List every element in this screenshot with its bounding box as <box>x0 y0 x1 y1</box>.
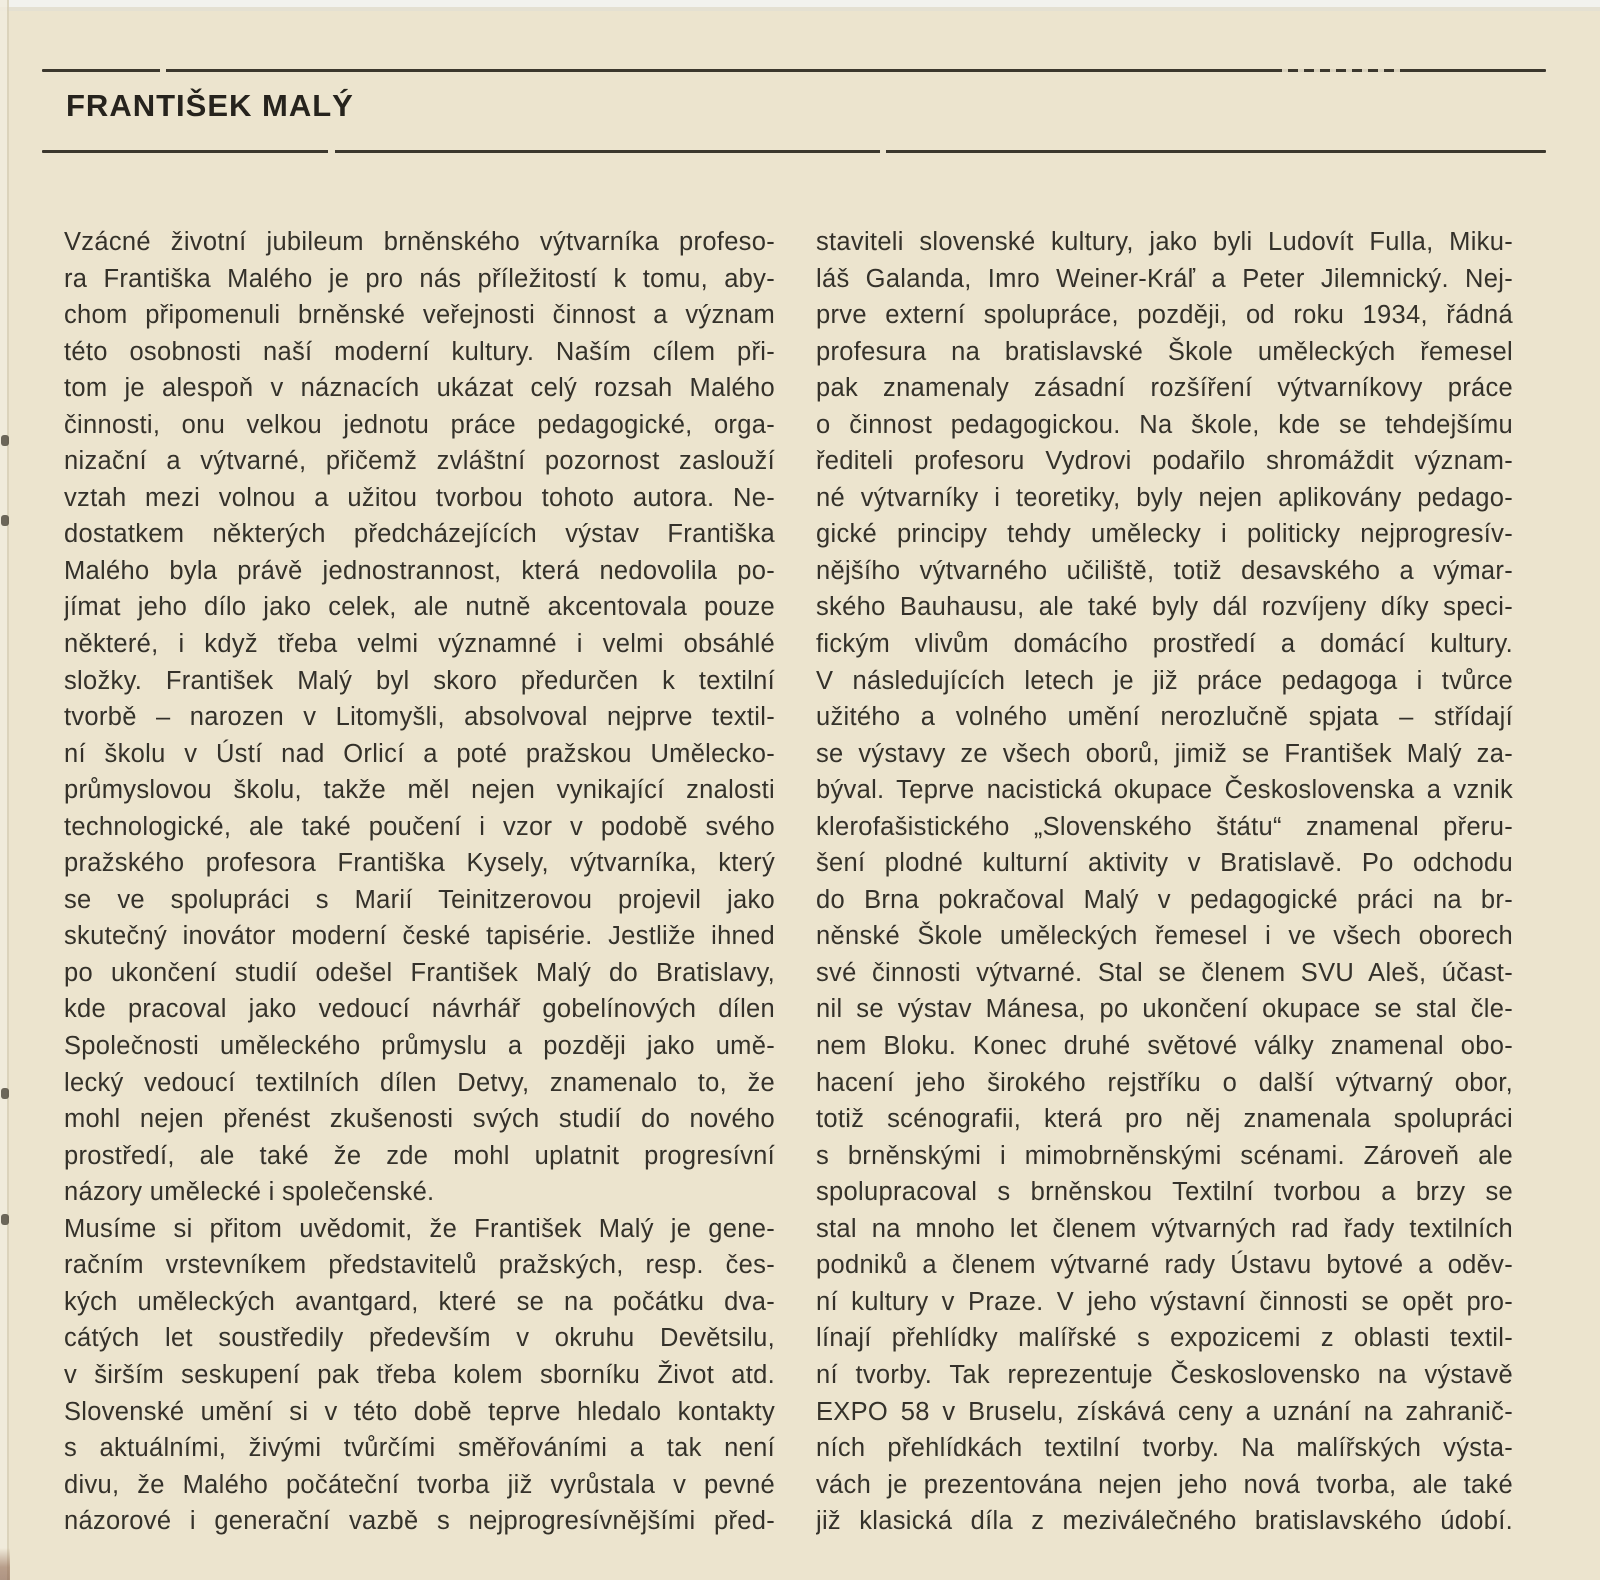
text-line: nizační a výtvarné, přičemž zvláštní pozornost zaslouží <box>64 447 775 476</box>
binding-mark <box>1 1214 9 1225</box>
text-line: něnské Škole uměleckých řemesel i ve všech oborech <box>816 922 1513 951</box>
text-line: klerofašistického „Slovenského štátu“ znamenal přeru- <box>816 812 1513 841</box>
text-line: stal na mnoho let členem výtvarných rad řady textilních <box>816 1214 1513 1243</box>
text-line: ních přehlídkách textilní tvorby. Na malířských výsta- <box>816 1434 1513 1463</box>
text-line: do Brna pokračoval Malý v pedagogické práci na br- <box>816 885 1513 914</box>
text-line: račním vrstevníkem představitelů pražských, resp. čes- <box>64 1251 775 1280</box>
text-line: své činnosti výtvarné. Stal se členem SVU Aleš, účast- <box>816 958 1513 987</box>
text-line: ského Bauhausu, ale také byly dál rozvíjeny díky speci- <box>816 593 1513 622</box>
text-line: složky. František Malý byl skoro předurčen k textilní <box>64 666 775 695</box>
text-line: pražského profesora Františka Kysely, výtvarníka, který <box>64 849 775 878</box>
text-line: kých uměleckých avantgard, které se na počátku dva- <box>64 1287 775 1316</box>
text-line: nějšího výtvarného učiliště, totiž desavského a výmar- <box>816 556 1513 585</box>
text-line: činnosti, onu velkou jednotu práce pedagogické, orga- <box>64 410 775 439</box>
text-line: prostředí, ale také že zde mohl uplatnit progresívní <box>64 1141 775 1170</box>
right-column <box>816 224 1513 1540</box>
text-line: láš Galanda, Imro Weiner-Kráľ a Peter Jilemnický. Nej- <box>816 264 1513 293</box>
left-column <box>64 224 775 1540</box>
text-line: profesura na bratislavské Škole uměleckých řemesel <box>816 337 1513 366</box>
text-line: ní školu v Ústí nad Orlicí a poté pražskou Umělecko- <box>64 739 775 768</box>
text-line: Slovenské umění si v této době teprve hledalo kontakty <box>64 1397 775 1426</box>
text-line: Vzácné životní jubileum brněnského výtvarníka profeso- <box>64 228 775 256</box>
binding-mark <box>1 1088 9 1099</box>
scan-edge-band <box>0 0 1600 13</box>
text-line: Společnosti uměleckého průmyslu a později jako umě- <box>64 1032 775 1061</box>
text-line: ní tvorby. Tak reprezentuje Československo na výstavě <box>816 1360 1513 1389</box>
text-line: prve externí spolupráce, později, od roku 1934, řádná <box>816 301 1513 330</box>
text-line: skutečný inovátor moderní české tapisérie. Jestliže ihned <box>64 922 775 951</box>
text-line: vách je prezentována nejen jeho nová tvorba, ale také <box>816 1470 1513 1499</box>
text-line: po ukončení studií odešel František Malý do Bratislavy, <box>64 958 775 987</box>
text-line: vztah mezi volnou a užitou tvorbou tohoto autora. Ne- <box>64 483 775 512</box>
text-line: fickým vlivům domácího prostředí a domácí kultury. <box>816 630 1513 659</box>
header-rule-top <box>42 69 1546 72</box>
text-line: V následujících letech je již práce pedagoga i tvůrce <box>816 666 1513 695</box>
paper-corner-stain <box>0 1548 10 1580</box>
text-line: šení plodné kulturní aktivity v Bratislavě. Po odchodu <box>816 849 1513 878</box>
text-line: ra Františka Malého je pro nás příležitostí k tomu, aby- <box>64 264 775 293</box>
text-line: s brněnskými i mimobrněnskými scénami. Zároveň ale <box>816 1141 1513 1170</box>
text-line: divu, že Malého počáteční tvorba již vyrůstala v pevné <box>64 1470 775 1499</box>
text-line: tom je alespoň v náznacích ukázat celý rozsah Malého <box>64 374 775 403</box>
header-rule-bottom <box>42 150 1546 153</box>
text-line: užitého a volného umění nerozlučně spjata – střídají <box>816 703 1513 732</box>
text-line: pak znamenaly zásadní rozšíření výtvarníkovy práce <box>816 374 1513 403</box>
text-line: né výtvarníky i teoretiky, byly nejen aplikovány pedago- <box>816 483 1513 512</box>
text-line: spolupracoval s brněnskou Textilní tvorbou a brzy se <box>816 1178 1513 1207</box>
text-line: technologické, ale také poučení i vzor v podobě svého <box>64 812 775 841</box>
text-line: EXPO 58 v Bruselu, získává ceny a uznání na zahranič- <box>816 1397 1513 1426</box>
text-line: názory umělecké i společenské. <box>64 1178 435 1207</box>
text-line: již klasická díla z meziválečného bratislavského údobí. <box>816 1507 1513 1536</box>
text-line: lecký vedoucí textilních dílen Detvy, znamenalo to, že <box>64 1068 775 1097</box>
text-line: býval. Teprve nacistická okupace Československa a vznik <box>816 776 1513 805</box>
text-line: tvorbě – narozen v Litomyšli, absolvoval nejprve textil- <box>64 703 775 732</box>
text-line: staviteli slovenské kultury, jako byli Ludovít Fulla, Miku- <box>816 228 1513 256</box>
text-line: Malého byla právě jednostrannost, která nedovolila po- <box>64 556 775 585</box>
text-line: hacení jeho širokého rejstříku o další výtvarný obor, <box>816 1068 1513 1097</box>
text-line: mohl nejen přenést zkušenosti svých studií do nového <box>64 1105 775 1134</box>
text-line: nem Bloku. Konec druhé světové války znamenal obo- <box>816 1032 1513 1061</box>
text-line: kde pracoval jako vedoucí návrhář gobelínových dílen <box>64 995 775 1024</box>
paper-left-edge <box>0 0 16 1580</box>
text-line: o činnost pedagogickou. Na škole, kde se tehdejšímu <box>816 410 1513 439</box>
text-line: se výstavy ze všech oborů, jimiž se František Malý za- <box>816 739 1513 768</box>
text-line: podniků a členem výtvarné rady Ústavu bytové a oděv- <box>816 1251 1513 1280</box>
text-line: řediteli profesoru Vydrovi podařilo shromáždit význam- <box>816 447 1513 476</box>
binding-mark <box>1 515 9 526</box>
text-line: línají přehlídky malířské s expozicemi z oblasti textil- <box>816 1324 1513 1353</box>
text-line: s aktuálními, živými tvůrčími směřováními a tak není <box>64 1434 775 1463</box>
text-line: chom připomenuli brněnské veřejnosti činnost a význam <box>64 301 775 330</box>
text-line: ní kultury v Praze. V jeho výstavní činnosti se opět pro- <box>816 1287 1513 1316</box>
text-line: gické principy tehdy umělecky i politicky nejprogresív- <box>816 520 1513 549</box>
text-line: cátých let soustředily především v okruhu Devětsilu, <box>64 1324 775 1353</box>
binding-mark <box>1 435 9 446</box>
text-line: v širším seskupení pak třeba kolem sborníku Život atd. <box>64 1360 775 1389</box>
text-line: některé, i když třeba velmi významné i velmi obsáhlé <box>64 630 775 659</box>
text-line: Musíme si přitom uvědomit, že František Malý je gene- <box>64 1214 775 1243</box>
text-line: průmyslovou školu, takže měl nejen vynikající znalosti <box>64 776 775 805</box>
text-line: totiž scénografii, která pro něj znamenala spolupráci <box>816 1105 1513 1134</box>
page-title: FRANTIŠEK MALÝ <box>66 88 354 123</box>
text-line: názorové i generační vazbě s nejprogresívnějšími před- <box>64 1507 775 1536</box>
text-line: této osobnosti naší moderní kultury. Naším cílem při- <box>64 337 775 366</box>
text-line: jímat jeho dílo jako celek, ale nutně akcentovala pouze <box>64 593 775 622</box>
text-line: nil se výstav Mánesa, po ukončení okupace se stal čle- <box>816 995 1513 1024</box>
text-line: se ve spolupráci s Marií Teinitzerovou projevil jako <box>64 885 775 914</box>
text-line: dostatkem některých předcházejících výstav Františka <box>64 520 775 549</box>
